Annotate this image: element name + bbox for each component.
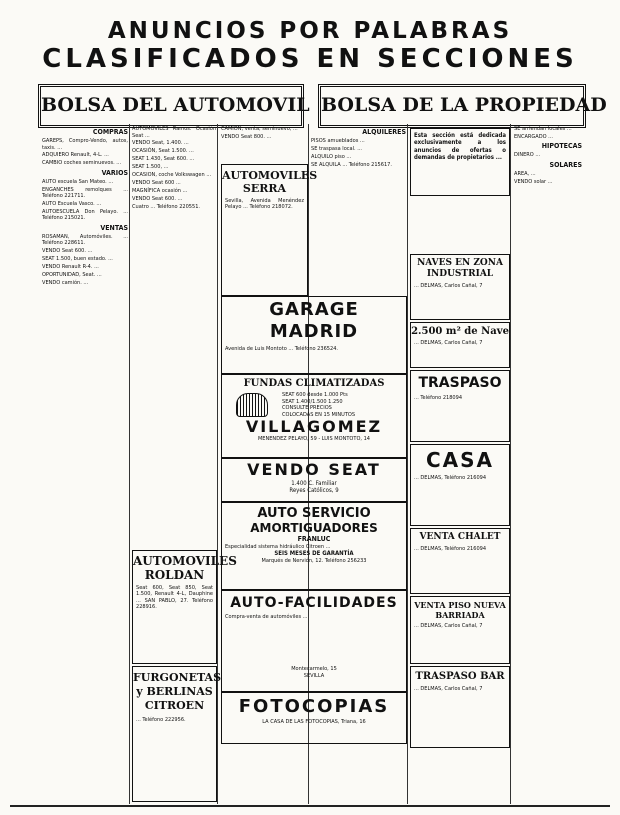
- ad-body: Esta sección está dedicada exclusivamente a los anuncios de ofertas o demandas de propietarios ...: [414, 132, 506, 162]
- ad-body: ... DELMAS, Teléfono 216094: [414, 546, 487, 552]
- classified-ad: VENDO Seat 800. ...: [221, 133, 272, 140]
- classified-ad: OCASION, coche Volkswagen ...: [132, 171, 212, 178]
- ad-casa: [410, 444, 510, 526]
- ad-venta-piso: [410, 596, 510, 664]
- page-header-line2: CLASIFICADOS EN SECCIONES: [42, 44, 578, 74]
- classified-ad: OPORTUNIDAD, Seat. ...: [42, 272, 102, 279]
- ad-brand: FRANLUC: [297, 535, 331, 543]
- ad-villagomez: [221, 374, 407, 458]
- classified-ad: VENDO Renault R-4. ...: [42, 264, 99, 271]
- ad-body: Sevilla, Avenida Menéndez Pelayo ... Teléfono 218072.: [225, 198, 304, 211]
- ad-address: Reyes Católicos, 9: [289, 487, 339, 494]
- price-line: CONSULTE PRECIOS: [282, 405, 332, 412]
- ad-naves-industrial: [410, 254, 510, 320]
- ad-heading: AUTOMOVILES SERRA: [222, 169, 318, 195]
- armchair-icon: [236, 393, 268, 417]
- ad-auto-servicio: [221, 502, 407, 590]
- classified-ad: VENDO Seat 600. ...: [42, 248, 93, 255]
- ad-heading: TRASPASO: [418, 375, 502, 391]
- price-line: COLOCADAS EN 15 MINUTOS: [282, 411, 356, 418]
- bottom-rule: [10, 805, 610, 807]
- column-rule: [510, 124, 511, 804]
- classified-ad: VENDO Seat, 1.400. ...: [132, 140, 189, 147]
- classified-ad: ENGANCHES remolques ... Teléfono 221711.: [42, 186, 128, 200]
- classified-ad: SEAT 1.430, Seat 600. ...: [132, 156, 195, 163]
- ad-auto-facilidades: [221, 590, 407, 692]
- ad-address: Montecarmelo, 15: [291, 666, 337, 672]
- classified-ad: CAMBIO coches seminuevos. ...: [42, 160, 122, 167]
- ad-traspaso: [410, 370, 510, 442]
- classified-ad: VENDO Seat 600. ...: [132, 195, 183, 202]
- classified-ad: VENDO camión. ...: [42, 279, 89, 286]
- ad-body: Compra-venta de automóviles ...: [225, 614, 308, 620]
- ad-body: ... Teléfono 222956.: [136, 717, 186, 723]
- classified-ad: SEAT 1.500, buen estado. ...: [42, 256, 113, 263]
- category-heading: SOLARES: [549, 160, 582, 169]
- classified-ad: SEAT 1.500, ...: [132, 164, 169, 171]
- classified-ad: AREA, ...: [514, 170, 536, 177]
- ad-fotocopias: [221, 692, 407, 744]
- ad-traspaso-bar: [410, 666, 510, 748]
- ad-heading: TRASPASO BAR: [415, 671, 505, 682]
- ad-garage-madrid: [221, 296, 407, 374]
- ad-subtitle: 1.400 C. Familiar: [291, 480, 337, 487]
- classified-ad: MAGNÍFICA ocasión ...: [132, 187, 188, 194]
- category-heading: VARIOS: [101, 168, 128, 177]
- ad-body: ... DELMAS, Carlos Cañal, 7: [414, 686, 483, 692]
- ad-body: ... DELMAS, Carlos Cañal, 7: [414, 340, 483, 346]
- column-property-1: [311, 126, 406, 294]
- column-rule: [129, 124, 130, 804]
- ad-heading: NAVES EN ZONA INDUSTRIAL: [417, 258, 503, 279]
- column-auto-3: [221, 126, 307, 162]
- ad-image: [222, 390, 282, 418]
- page-header-line1: ANUNCIOS POR PALABRAS: [107, 18, 513, 44]
- ad-heading: FURGONETAS y BERLINAS CITROEN: [133, 671, 222, 712]
- ad-body: ... DELMAS, Carlos Cañal, 7: [414, 623, 483, 629]
- ad-body: ... DELMAS, Teléfono 216094: [414, 475, 487, 481]
- ad-brand: VILLAGOMEZ: [245, 417, 383, 437]
- classified-ad: PISOS amueblados ...: [311, 138, 365, 144]
- classified-ad: SE ALQUILA ... Teléfono 215617.: [311, 161, 392, 168]
- ad-vendo-seat: [221, 458, 407, 502]
- classified-ad: OCASIÓN, Seat 1.500. ...: [132, 148, 194, 155]
- classified-ad: VENDO Seat 600 ...: [132, 179, 181, 186]
- ad-warranty: SEIS MESES DE GARANTÍA: [274, 550, 354, 558]
- ad-heading: CASA: [425, 448, 495, 472]
- ad-heading: 2.500 m² de Nave: [411, 326, 509, 337]
- classified-ad: AUTO Escuela Vasco. ...: [42, 201, 102, 208]
- classified-ad: AUTOMOVILES Ramos. Ocasión Seat ...: [132, 126, 216, 139]
- ad-body: Especialidad sistema hidráulico Citroen ...: [225, 544, 331, 550]
- classified-ad: ADQUIERO Renault, 4-L. ...: [42, 152, 109, 159]
- classified-ad: AUTO escuela San Mateo. ...: [42, 178, 114, 185]
- category-heading: HIPOTECAS: [541, 142, 582, 151]
- ad-automoviles-roldan: [132, 550, 237, 664]
- column-auto-1: [42, 126, 128, 802]
- category-heading: ALQUILERES: [362, 128, 406, 136]
- ad-heading: AUTO-FACILIDADES: [230, 595, 398, 611]
- ad-body: LA CASA DE LAS FOTOCOPIAS, Triana, 16: [262, 719, 366, 725]
- ad-heading: AUTOMOVILES ROLDAN: [133, 554, 237, 582]
- classified-ad: AUTOESCUELA Don Pelayo. ... Teléfono 215021.: [42, 208, 128, 222]
- section-title-auto: BOLSA DEL AUTOMOVIL: [38, 84, 304, 128]
- ad-heading: FOTOCOPIAS: [238, 696, 390, 717]
- ad-heading: AMORTIGUADORES: [250, 521, 378, 535]
- ad-body: Avenida de Luis Montoto ... Teléfono 236524.: [225, 346, 338, 352]
- classified-ad: ROSAMAN, Automóviles. ... Teléfono 228611.: [42, 233, 128, 247]
- ad-body: Seat 600, Seat 850, Seat 1.500, Renault 4-L, Dauphine ... SAN PABLO, 27. Teléfono 228916.: [136, 585, 213, 611]
- section-title-property: BOLSA DE LA PROPIEDAD: [318, 84, 586, 128]
- price-line: SEAT 1.400/1.500 1.250: [282, 398, 343, 405]
- ad-heading: VENDO SEAT: [247, 460, 381, 479]
- ad-automoviles-serra: [221, 164, 318, 296]
- ad-nave-2500: [410, 322, 510, 368]
- ad-body: ... DELMAS, Carlos Cañal, 7: [414, 283, 483, 289]
- ad-body: ... Teléfono 218094: [414, 395, 463, 401]
- ad-heading: VENTA PISO NUEVA BARRIADA: [414, 600, 506, 620]
- price-line: SEAT 600 desde 1.000 Pts: [282, 392, 348, 398]
- classified-ad: ALQUILO piso ...: [311, 153, 352, 160]
- column-rule: [217, 124, 218, 804]
- classified-ad: CAMIÓN, venta, seminuevo, ...: [221, 126, 298, 132]
- ad-heading: AUTO SERVICIO: [257, 506, 371, 521]
- classified-ad: GAREPS, Compro-Vendo, autos, taxis. ...: [42, 138, 128, 151]
- ad-heading: FUNDAS CLIMATIZADAS: [243, 378, 385, 389]
- ad-furgonetas-citroen: [132, 666, 222, 802]
- ad-seccion-propietarios: [410, 128, 510, 196]
- column-rule: [407, 124, 408, 804]
- ad-heading: VENTA CHALET: [419, 532, 501, 542]
- classified-ad: ENCARGADO ...: [514, 133, 553, 140]
- ad-address: Marqués de Nervión, 12. Teléfono 256233: [261, 558, 367, 565]
- classified-ad: SE arriendan locales ...: [514, 126, 572, 132]
- category-heading: VENTAS: [100, 223, 128, 232]
- ad-city: SEVILLA: [303, 673, 325, 679]
- column-property-3: [514, 126, 582, 802]
- ad-venta-chalet: [410, 528, 510, 594]
- classified-ad: Cuatro ... Teléfono 220551.: [132, 203, 201, 210]
- ad-heading: GARAGE MADRID: [269, 299, 359, 342]
- classified-ad: VENDO solar ...: [514, 178, 553, 185]
- classified-ad: SE traspasa local. ...: [311, 145, 363, 152]
- classified-ad: DINERO ...: [514, 152, 541, 159]
- column-auto-2: [132, 126, 216, 548]
- category-heading: COMPRAS: [92, 128, 128, 136]
- ad-address: MENENDEZ PELAYO, 59 - LUIS MONTOTO, 14: [257, 436, 371, 443]
